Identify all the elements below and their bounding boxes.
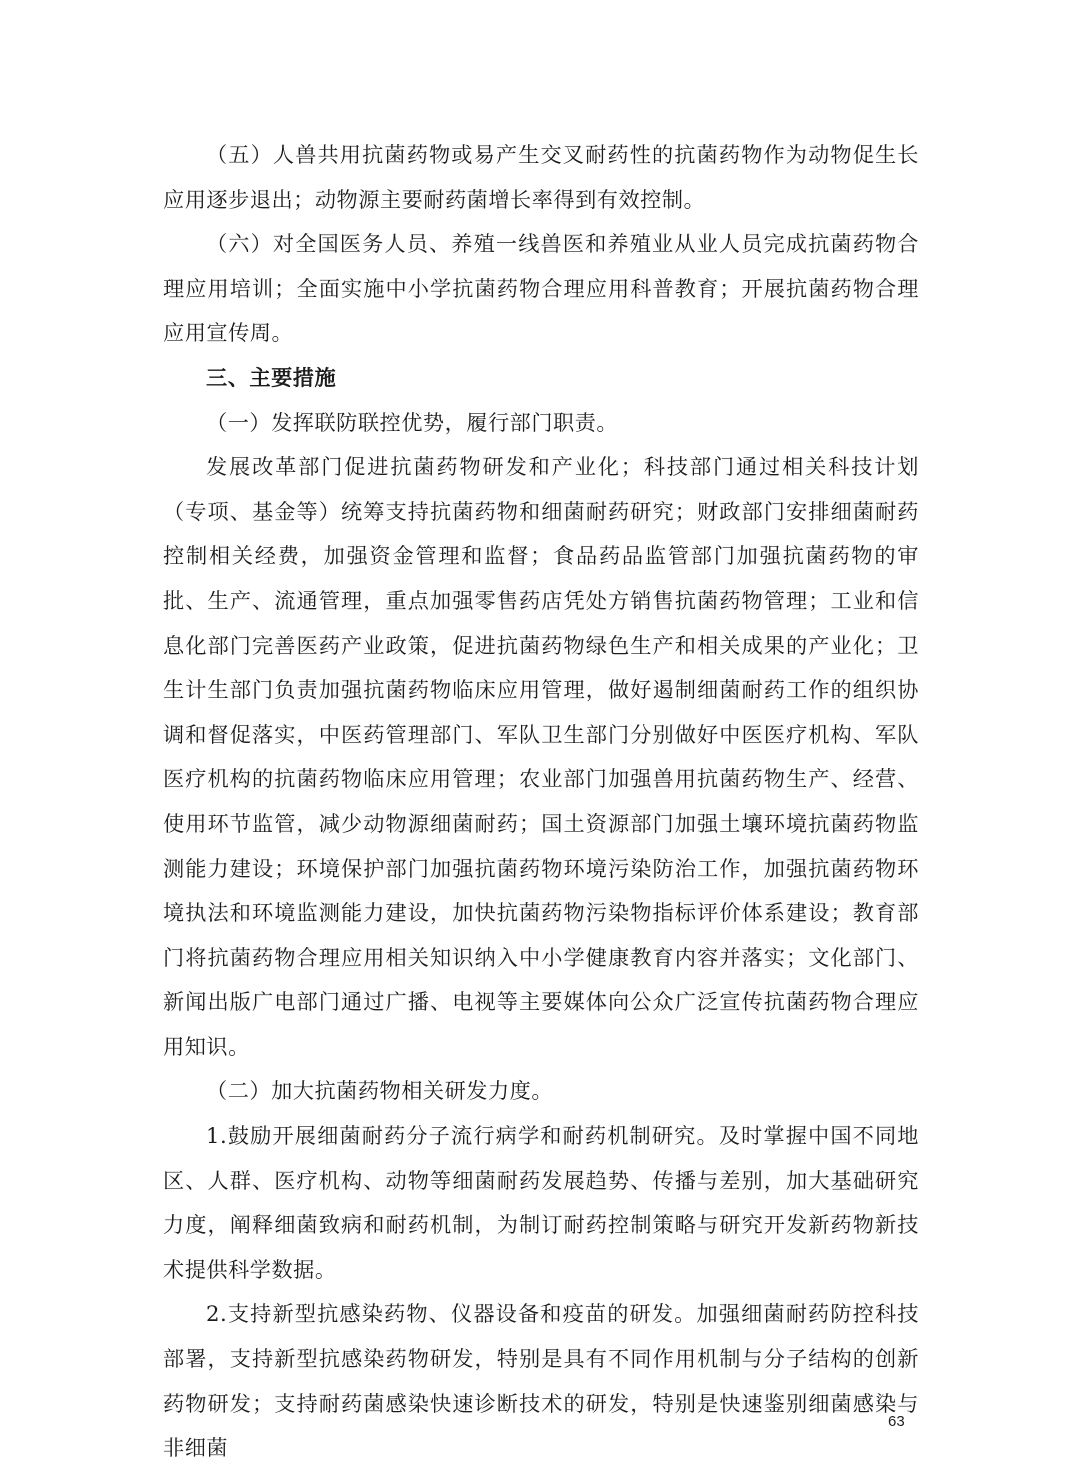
paragraph-goal-5: （五）人兽共用抗菌药物或易产生交叉耐药性的抗菌药物作为动物促生长应用逐步退出；动物源主要耐药菌增长率得到有效控制。 [163, 142, 919, 212]
paragraph-research-item-2: 2.支持新型抗感染药物、仪器设备和疫苗的研发。加强细菌耐药防控科技部署，支持新型抗感染药物研发，特别是具有不同作用机制与分子结构的创新药物研发；支持耐药菌感染快速诊断技术的研发，特别是快速鉴别细菌感染与非细菌 [163, 1301, 919, 1461]
subheading-measure-1: （一）发挥联防联控优势，履行部门职责。 [206, 409, 619, 435]
paragraph-department-duties: 发展改革部门促进抗菌药物研发和产业化；科技部门通过相关科技计划（专项、基金等）统筹支持抗菌药物和细菌耐药研究；财政部门安排细菌耐药控制相关经费，加强资金管理和监督；食品药品监管部门加强抗菌药物的审批、生产、流通管理，重点加强零售药店凭处方销售抗菌药物管理；工业和信息化部门完善医药产业政策，促进抗菌药物绿色生产和相关成果的产业化；卫生计生部门负责加强抗菌药物临床应用管理，做好遏制细菌耐药工作的组织协调和督促落实，中医药管理部门、军队卫生部门分别做好中医医疗机构、军队医疗机构的抗菌药物临床应用管理；农业部门加强兽用抗菌药物生产、经营、使用环节监管，减少动物源细菌耐药；国土资源部门加强土壤环境抗菌药物监测能力建设；环境保护部门加强抗菌药物环境污染防治工作，加强抗菌药物环境执法和环境监测能力建设，加快抗菌药物污染物指标评价体系建设；教育部门将抗菌药物合理应用相关知识纳入中小学健康教育内容并落实；文化部门、新闻出版广电部门通过广播、电视等主要媒体向公众广泛宣传抗菌药物合理应用知识。 [163, 454, 919, 1059]
paragraph-goal-6: （六）对全国医务人员、养殖一线兽医和养殖业从业人员完成抗菌药物合理应用培训；全面实施中小学抗菌药物合理应用科普教育；开展抗菌药物合理应用宣传周。 [163, 231, 919, 346]
section-heading-main-measures: 三、主要措施 [206, 364, 337, 390]
page-number: 63 [888, 1413, 905, 1430]
document-body [163, 133, 919, 1471]
subheading-measure-2: （二）加大抗菌药物相关研发力度。 [206, 1078, 554, 1104]
paragraph-research-item-1: 1.鼓励开展细菌耐药分子流行病学和耐药机制研究。及时掌握中国不同地区、人群、医疗机构、动物等细菌耐药发展趋势、传播与差别，加大基础研究力度，阐释细菌致病和耐药机制，为制订耐药控制策略与研究开发新药物新技术提供科学数据。 [163, 1123, 919, 1282]
